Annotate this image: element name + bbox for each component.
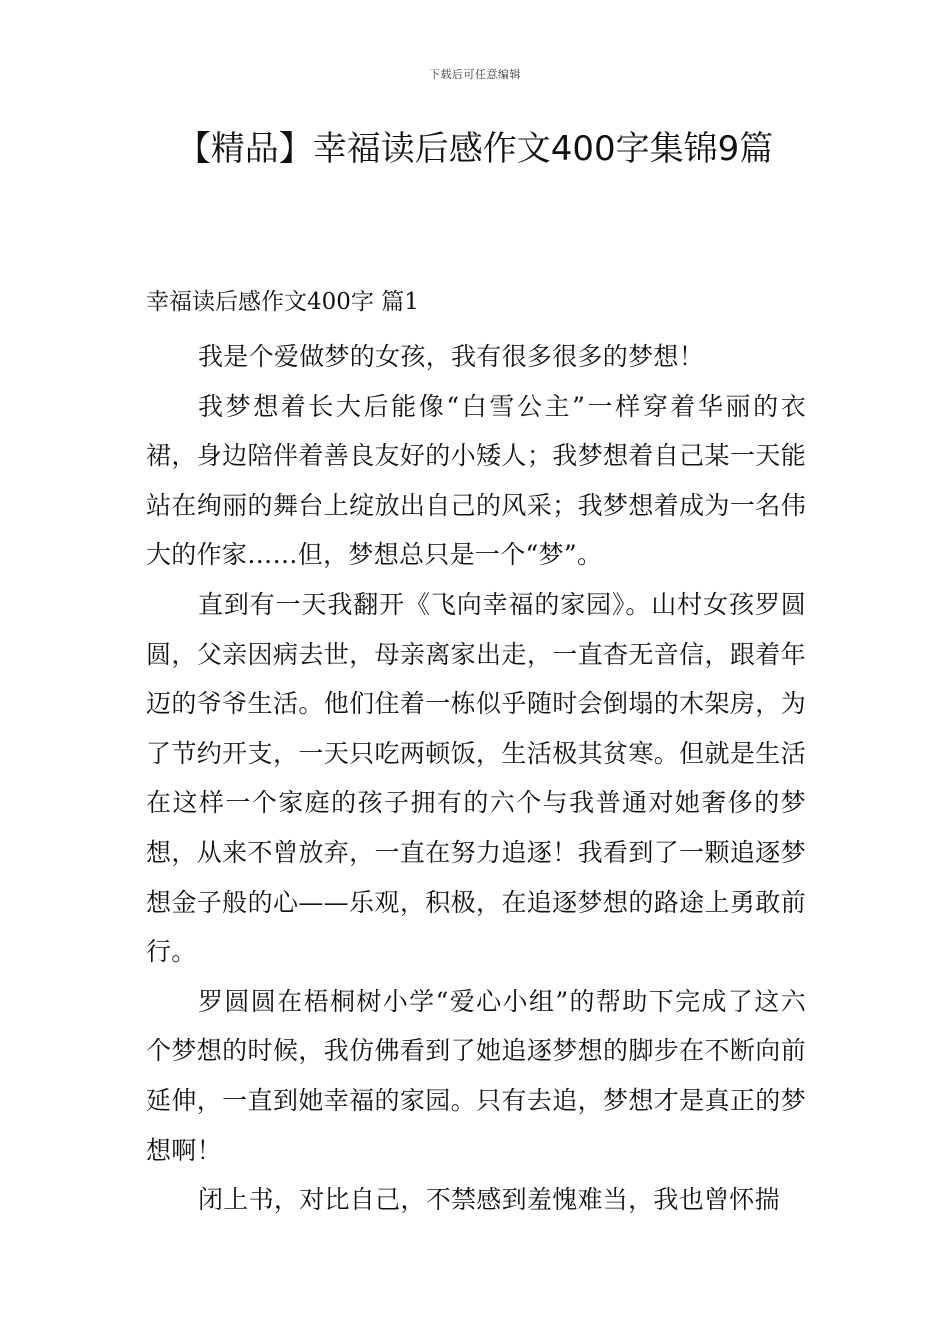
document-title: 【精品】幸福读后感作文400字集锦9篇 — [176, 129, 774, 169]
paragraph: 闭上书，对比自己，不禁感到羞愧难当，我也曾怀揣 — [198, 1185, 780, 1215]
header-note: 下载后可任意编辑 — [429, 68, 521, 81]
paragraph: 直到有一天我翻开《飞向幸福的家园》。山村女孩罗圆圆，父亲因病去世，母亲离家出走，一直杳无音信，跟着年迈的爷爷生活。他们住着一栋似乎随时会倒塌的木架房，为了节约开支，一天只吃两顿饭，生活极其贫寒。但就是生活在这样一个家庭的孩子拥有的六个与我普通对她奢侈的梦想，从来不曾放弃，一直在努力追逐！我看到了一颗追逐梦想金子般的心——乐观，积极，在追逐梦想的路途上勇敢前行。 — [146, 589, 806, 967]
article-body — [146, 279, 806, 1225]
paragraph: 我是个爱做梦的女孩，我有很多很多的梦想！ — [198, 342, 705, 371]
paragraph: 罗圆圆在梧桐树小学“爱心小组”的帮助下完成了这六个梦想的时候，我仿佛看到了她追逐梦想的脚步在不断向前延伸，一直到她幸福的家园。只有去追，梦想才是真正的梦想啊！ — [146, 986, 806, 1165]
section-title: 幸福读后感作文400字 篇1 — [146, 289, 419, 315]
paragraph: 我梦想着长大后能像“白雪公主”一样穿着华丽的衣裙，身边陪伴着善良友好的小矮人；我梦想着自己某一天能站在绚丽的舞台上绽放出自己的风采；我梦想着成为一名伟大的作家……但，梦想总只是一个“梦”。 — [146, 391, 806, 570]
